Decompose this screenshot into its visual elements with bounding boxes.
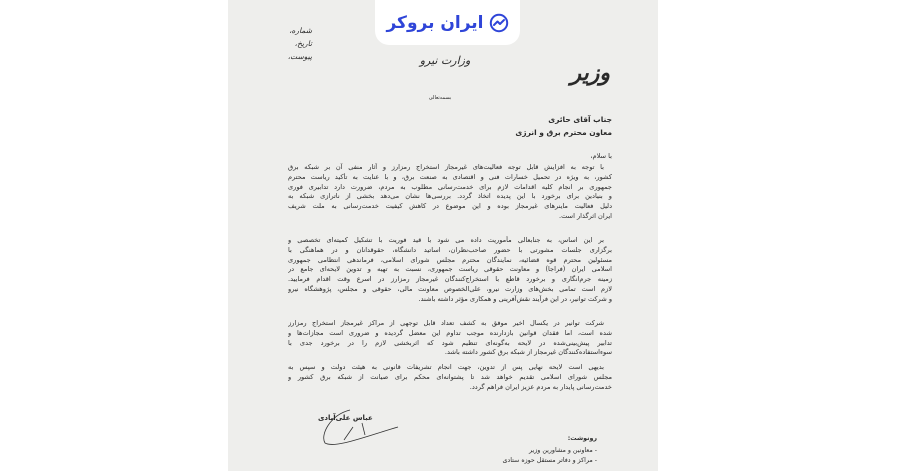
- paragraph-line: و بنیادین برای برخورد با این پدیده اتخاذ گردد. بررسی‌ها نشان می‌دهد بخشی از ناترازی شبکه به: [288, 192, 612, 201]
- paragraph-line: ایران اثرگذار است.: [558, 211, 612, 220]
- paragraph: [288, 236, 612, 305]
- recipient-title: معاون محترم برق و انرژی: [515, 128, 612, 137]
- letter-meta: [282, 24, 312, 63]
- greeting: با سلام،: [590, 152, 612, 160]
- paragraph-line: کشور، به ویژه در تحمیل خسارات فنی و اقتصادی به صنعت برق، و با عنایت به تأکید ریاست محترم: [288, 172, 612, 181]
- paragraph-line: بدیهی است لایحه نهایی پس از تدوین، جهت انجام تشریفات قانونی به هیئت دولت و سپس به: [288, 363, 604, 371]
- signature-mark: [320, 405, 400, 450]
- paragraph-line: با توجه به افزایش قابل توجه فعالیت‌های غیرمجاز استخراج رمزارز و آثار منفی آن بر شبکه برق: [288, 163, 604, 171]
- paragraph-line: شرکت توانیر در یکسال اخیر موفق به کشف تعداد قابل توجهی از مراکز غیرمجاز استخراج رمزارز: [288, 319, 604, 327]
- paragraph-line: جمهوری بر انجام کلیه اقدامات لازم برای خدمت‌رسانی مطلوب به مردم، ضرورت دارد تدابیری فوری: [288, 182, 612, 191]
- brand-logo[interactable]: [375, 0, 520, 45]
- paragraph-line: خدمت‌رسانی پایدار به مردم عزیز ایران فراهم گردد.: [469, 382, 612, 391]
- paragraph-line: مجلس شورای اسلامی تقدیم خواهد شد تا پشتوانه‌ای محکم برای صیانت از شبکه برق کشور و: [288, 372, 612, 381]
- paragraph: [288, 163, 612, 222]
- cc-item: - مراکز و دفاتر مستقل حوزه ستادی: [502, 457, 597, 464]
- minister-title: وزیر: [570, 60, 610, 86]
- paragraph-line: سوءاستفاده‌کنندگان غیرمجاز از شبکه برق کشور داشته باشد.: [444, 348, 612, 357]
- paragraph-line: و شرکت توانیر، در این فرآیند نقش‌آفرینی و همکاری مؤثر داشته باشند.: [418, 294, 612, 303]
- paragraph-line: تدابیر پیش‌بینی‌شده در لایحه به‌گونه‌ای تنظیم شود که اثربخشی لازم را در برخورد جدی با: [288, 338, 612, 347]
- cc-label: رونوشت:: [567, 435, 597, 442]
- chart-trend-icon: [489, 13, 509, 33]
- paragraph-line: بر این اساس، به جنابعالی مأموریت داده می شود با قید فوریت با تشکیل کمیته‌ای تخصصی و: [288, 236, 604, 244]
- paragraph-line: اسلامی ایران (فراجا) و معاونت حقوقی ریاست جمهوری، نسبت به تهیه و تدوین لایحه‌ای جامع در: [288, 265, 612, 274]
- logo-text: ایران بروکر: [386, 12, 484, 33]
- paragraph-line: لازم است تمامی بخش‌های وزارت نیرو، علی‌الخصوص معاونت مالی، حقوقی و مجلس، پژوهشگاه نیرو: [288, 284, 612, 293]
- paragraph: [288, 319, 612, 358]
- paragraph-line: دلیل فعالیت ماینرهای غیرمجاز بوده و این موضوع در کاهش کیفیت خدمت‌رسانی به ملت شریف: [288, 202, 612, 211]
- date-label: تاریخ،: [294, 39, 312, 48]
- recipient-name: جناب آقای حائری: [548, 115, 612, 124]
- cc-item: - معاونین و مشاورین وزیر: [529, 447, 597, 454]
- number-label: شماره،: [289, 26, 312, 35]
- paragraph-line: زمینه جرم‌انگاری و برخورد قاطع با استخراج‌کنندگان غیرمجاز رمزارز در اسرع وقت اقدام فرمایید.: [288, 275, 612, 284]
- paragraph-line: مسئولین محترم قوه قضائیه، نمایندگان محترم مجلس شورای اسلامی، فرماندهی انتظامی جمهوری: [288, 255, 612, 264]
- invocation: بسمه‌تعالی: [428, 95, 452, 101]
- signatory-name: عباس علی‌آبادی: [318, 414, 373, 422]
- paragraph-line: برگزاری جلسات مشورتی با حضور صاحب‌نظران، اساتید دانشگاه، حقوقدانان و در هماهنگی با: [288, 245, 612, 254]
- attachment-label: پیوست،: [287, 52, 312, 61]
- ministry-name: وزارت نیرو: [419, 54, 471, 67]
- paragraph: [288, 363, 612, 392]
- paragraph-line: شده است، اما فقدان قوانین بازدارنده موجب تداوم این معضل گردیده و ضروری است مجازات‌ها و: [288, 328, 612, 337]
